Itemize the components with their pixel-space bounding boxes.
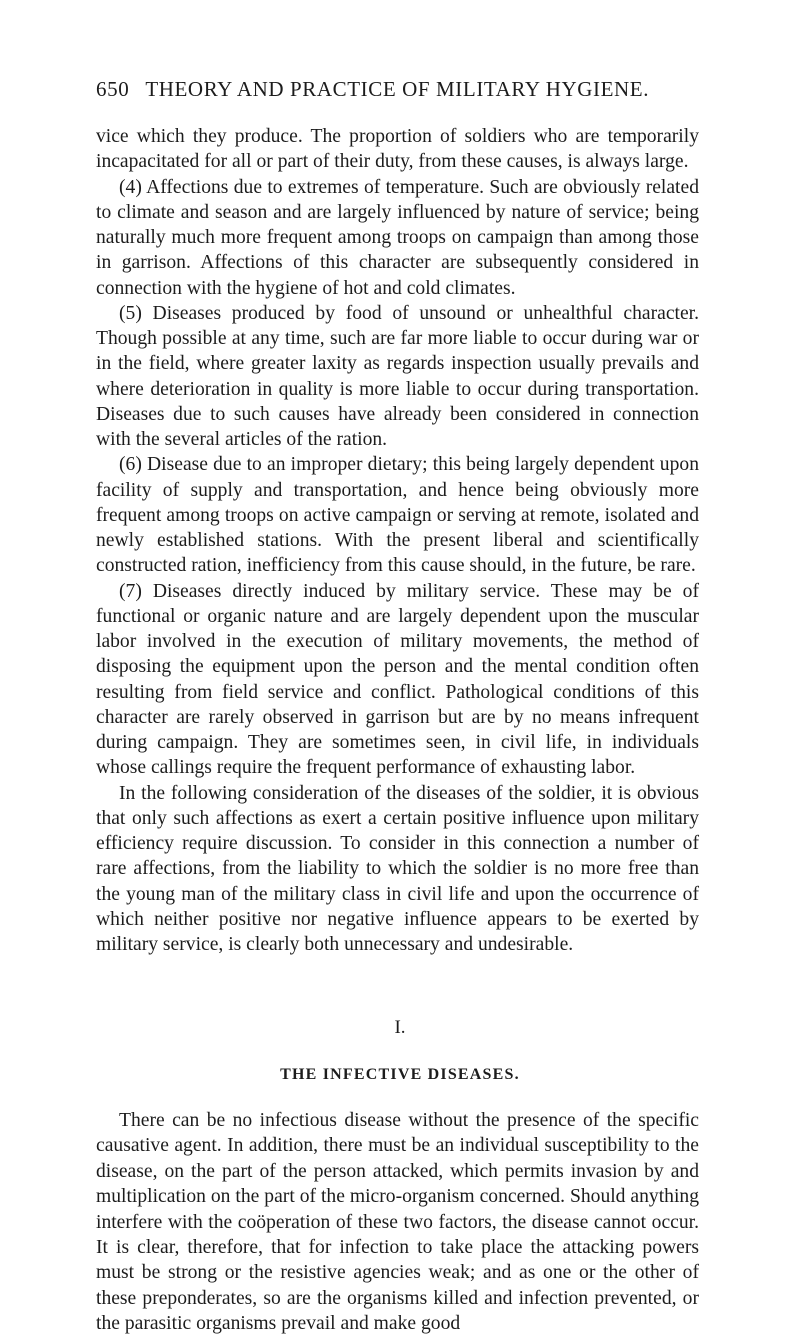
paragraph-military-service: (7) Diseases directly induced by military service. These may be of functional or organic nature and are largely dependent upon the muscular labor involved in the execution of military movements, the method of disposing the equipment upon the person and the mental condition often resulting from field service and conflict. Pathological conditions of this character are rarely observed in garrison but are by no means infrequent during campaign. They are sometimes seen, in civil life, in individuals whose callings require the frequent performance of exhausting labor. bbox=[96, 580, 699, 779]
running-head bbox=[96, 76, 696, 102]
paragraph-following-consideration: In the following consideration of the diseases of the soldier, it is obvious that only such affections as exert a certain positive influence upon military efficiency require discussion. To consider in this connection a number of rare affections, from the liability to which the soldier is no more free than the young man of the military class in civil life and upon the occurrence of which neither positive nor negative influence appears to be exerted by military service, is clearly both unnecessary and undesirable. bbox=[96, 782, 699, 955]
page-number: 650 bbox=[96, 77, 130, 101]
section-title: THE INFECTIVE DISEASES. bbox=[280, 1066, 520, 1083]
paragraph-temperature: (4) Affections due to extremes of temperature. Such are obviously related to climate and season and are largely influenced by nature of service; being naturally much more frequent among troops on campaign than among those in garrison. Affections of this character are subsequently considered in connection with the hygiene of hot and cold climates. bbox=[96, 176, 699, 299]
running-title: THEORY AND PRACTICE OF MILITARY HYGIENE. bbox=[145, 77, 650, 101]
section-numeral: I. bbox=[394, 1017, 406, 1038]
body-text bbox=[96, 124, 699, 957]
paragraph-infectious-disease: There can be no infectious disease without the presence of the specific causative agent. In addition, there must be an individual susceptibility to the disease, on the part of the person attacked, which permits invasion by and multiplication on the part of the micro-organism concerned. Should anything interfere with the coöperation of these two factors, the disease cannot occur. It is clear, therefore, that for infection to take place the attacking powers must be strong or the resistive agencies weak; and as one or the other of these preponderates, so are the organisms killed and infection prevented, or the parasitic organisms prevail and make good bbox=[96, 1110, 699, 1335]
paragraph-dietary: (6) Disease due to an improper dietary; this being largely dependent upon facility of supply and transportation, and hence being obviously more frequent among troops on active campaign or serving at remote, isolated and newly established stations. With the present liberal and scientifically constructed ration, inefficiency from this cause should, in the future, be rare. bbox=[96, 454, 699, 577]
paragraph-continued: vice which they produce. The proportion of soldiers who are temporarily incapacitated for all or part of their duty, from these causes, is always large. bbox=[96, 126, 699, 173]
paragraph-food: (5) Diseases produced by food of unsound or unhealthful character. Though possible at any time, such are far more liable to occur during war or in the field, where greater laxity as regards inspection usually prevails and where deterioration in quality is more liable to occur during transportation. Diseases due to such causes have already been considered in connection with the several articles of the ration. bbox=[96, 302, 699, 450]
section-body-text bbox=[96, 1108, 699, 1337]
